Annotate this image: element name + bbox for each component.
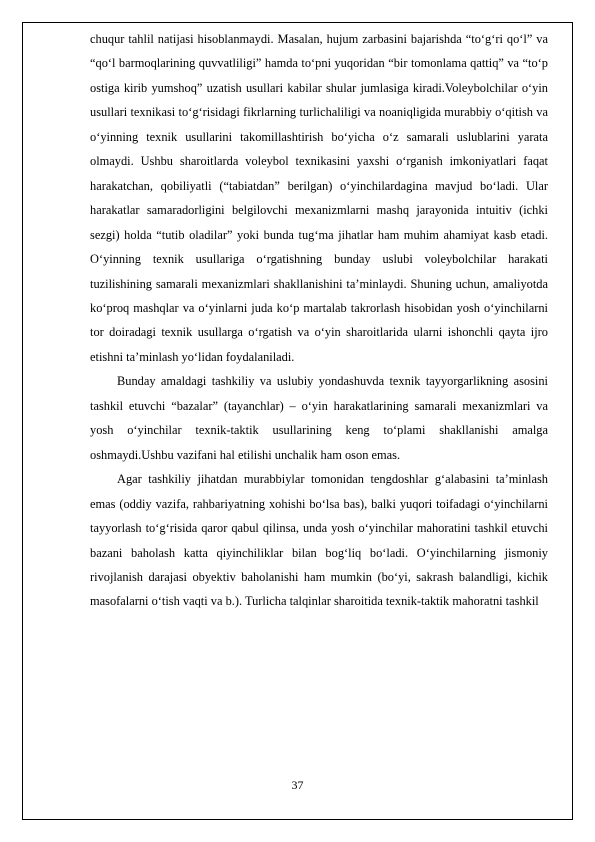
paragraph-1: chuqur tahlil natijasi hisoblanmaydi. Masalan, hujum zarbasini bajarishda “to‘g‘ri qo‘l” va “qo‘l barmoqlarining quvvatliligi” hamda to‘pni yuqoridan “bir tomonlama qattiq” va “to‘p ostiga kirib yumshoq” uzatish usullari kabilar shular jumlasiga kiradi.Voleybolchilar o‘yin usullari texnikasi to‘g‘risidagi fikrlarning turlichaliligi va noaniqligida murabbiy o‘qitish va o‘yinning texnik usullarini takomillashtirish bo‘yicha o‘z samarali uslublarini yarata olmaydi. Ushbu sharoitlarda voleybol texnikasini yaxshi o‘rganish imkoniyatlari faqat harakatchan, qobiliyatli (“tabiatdan” berilgan) o‘yinchilardagina mavjud bo‘ladi. Ular harakatlar samaradorligini belgilovchi mexanizmlarni mashq jarayonida intuitiv (ichki sezgi) holda “tutib oladilar” yoki bunda tug‘ma jihatlar ham muhim ahamiyat kasb etadi. O‘yinning texnik usullariga o‘rgatishning bunday uslubi voleybolchilar harakati tuzilishining samarali mexanizmlari shakllanishini ta’minlaydi. Shuning uchun, amaliyotda ko‘proq mashqlar va o‘yinlarni juda ko‘p martalab takrorlash hisobidan yosh o‘yinchilarni tor doiradagi texnik usullarga o‘rgatish va o‘yin sharoitlarida ularni ishonchli qayta ijro etishni ta’minlash yo‘lidan foydalaniladi.: [90, 32, 548, 364]
document-body: [90, 27, 548, 614]
page-number: 37: [291, 778, 304, 792]
paragraph-3: Agar tashkiliy jihatdan murabbiylar tomonidan tengdoshlar g‘alabasini ta’minlash emas (oddiy vazifa, rahbariyatning xohishi bo‘lsa bas), balki yuqori toifadagi o‘yinchilarni tayyorlash to‘g‘risida qaror qabul qilinsa, unda yosh o‘yinchilar mahoratini tashkil etuvchi bazani baholash katta qiyinchiliklar bilan bog‘liq bo‘ladi. O‘yinchilarning jismoniy rivojlanish darajasi obyektiv baholanishi ham mumkin (bo‘yi, sakrash balandligi, kichik masofalarni o‘tish vaqti va b.). Turlicha talqinlar sharoitida texnik-taktik mahoratni tashkil: [90, 472, 548, 609]
paragraph-2: Bunday amaldagi tashkiliy va uslubiy yondashuvda texnik tayyorgarlikning asosini tashkil etuvchi “bazalar” (tayanchlar) – o‘yin harakatlarining samarali mexanizmlari va yosh o‘yinchilar texnik-taktik usullarining keng to‘plami shakllanishi amalga oshmaydi.Ushbu vazifani hal etilishi unchalik ham oson emas.: [90, 374, 548, 462]
